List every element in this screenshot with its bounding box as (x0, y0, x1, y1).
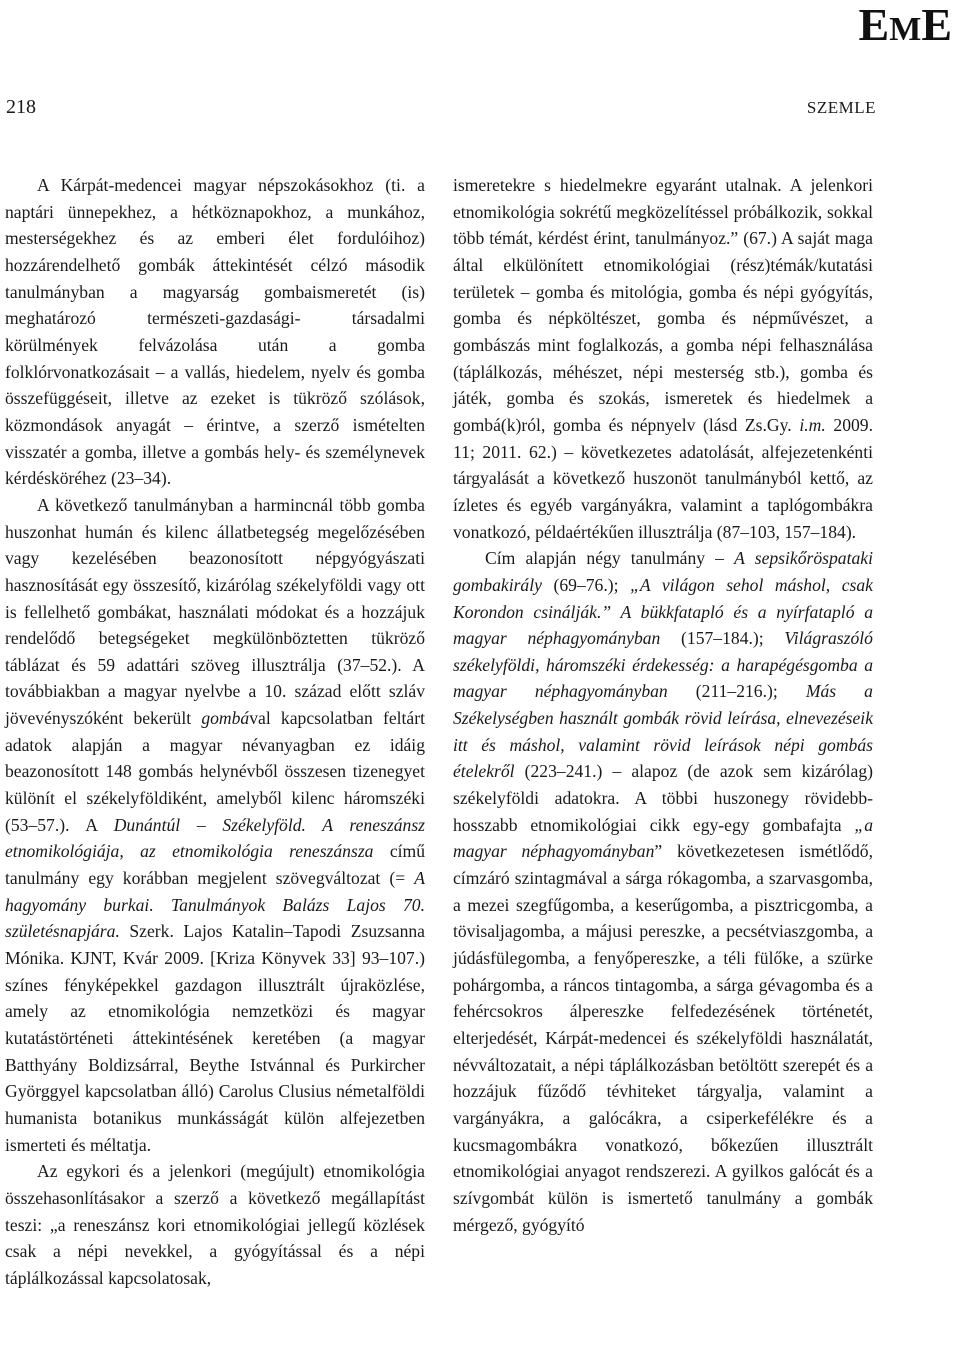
italic-text: i.m. (799, 414, 826, 435)
left-column (5, 172, 425, 1292)
italic-text: gombá (201, 708, 250, 729)
paragraph: A Kárpát-medencei magyar népszokásokhoz (ti. a naptári ünnepekhez, a hétköznapokhoz, a munkához, mesterségekhez és az emberi élet fordulóihoz) hozzárendelhető gombák áttekintését célzó második tanulmányban a magyarság gombaismeretét (is) meghatározó természeti-gazdasági- társadalmi körülmények felvázolása után a gomba folklórvonatkozásait – a vallás, hiedelem, nyelv és gomba összefüggéseit, illetve az ezeket is tükröző szólások, közmondások anyagát – érintve, a szerző ismételten visszatér a gomba, illetve a gombás hely- és személynevek kérdésköréhez (23–34). (5, 175, 425, 489)
section-title: SZEMLE (806, 98, 876, 117)
italic-text: „A világon sehol máshol, csak Korondon csinálják.” A bükkfatapló és a nyírfatapló a magyar néphagyományban (453, 574, 873, 649)
journal-logo: EME (858, 0, 952, 50)
italic-text: A sepsikőröspataki gombakirály (453, 548, 873, 595)
italic-text: A hagyomány burkai. Tanulmányok Balázs Lajos 70. születésnapjára. (5, 868, 425, 942)
right-column (453, 172, 873, 1238)
italic-text: „a magyar néphagyományban (453, 814, 873, 862)
paragraph: Az egykori és a jelenkori (megújult) etnomikológia összehasonlításakor a szerző a következő megállapítást teszi: „a reneszánsz kori etnomikológiai jellegű közlések csak a népi nevekkel, a gyógyítással és a népi táplálkozással kapcsolatosak, (5, 1161, 425, 1288)
page-number: 218 (6, 96, 36, 118)
italic-text: Más a Székelységben használt gombák rövid leírása, elnevezéseik itt és máshol, valamint rövid leírások népi gombás ételekről (453, 681, 873, 782)
italic-text: Dunántúl – Székelyföld. A reneszánsz etnomikológiája, az etnomikológia reneszánsza (5, 814, 426, 862)
italic-text: Világraszóló székelyföldi, háromszéki érdekesség: a harapégésgomba a magyar néphagyományban (453, 628, 873, 702)
paragraph: ismeretekre s hiedelmekre egyaránt utalnak. A jelenkori etnomikológia sokrétű megközelítéssel próbálkozik, sokkal több témát, kérdést érint, tanulmányoz.” (67.) A saját maga által elkülönített etnomikológiai (rész)témák/kutatási területek – gomba és mitológia, gomba és népi gyógyítás, gomba és népköltészet, gomba és népművészet, a gombászás mint foglalkozás, a gomba népi felhasználása (táplálkozás, méhészet, népi mesterség stb.), gomba és játék, gomba és szokás, ismeretek és hiedelmek a gombá(k)ról, gomba és népnyelv (lásd Zs.Gy. i.m. 2009. 11; 2011. 62.) – következetes adatolását, alfejezetenkénti tárgyalását a következő huszonöt tanulmányból kettő, az ízletes és egyéb vargányákra, valamint a taplógombákra vonatkozó, példaértékűen illusztrálja (87–103, 157–184). (453, 175, 874, 542)
paragraph: A következő tanulmányban a harmincnál több gomba huszonhat humán és kilenc állatbetegség megelőzésében vagy kezelésében beazonosított népgyógyászati hasznosítását egy összesítő, kizárólag székelyföldi vagy ott is fellelhető gombákat, használati módokat és a hozzájuk rendelődő betegségeket megkülönböztetten tükröző táblázat és 59 adattári szöveg illusztrálja (37–52.). A továbbiakban a magyar nyelvbe a 10. század előtt szláv jövevényszóként bekerült gombával kapcsolatban feltárt adatok alapján a magyar névanyagban ez idáig beazonosított 148 gombás helynévből összesen tizenegyet különít el székelyföldiként, amelyből kilenc háromszéki (53–57.). A Dunántúl – Székelyföld. A reneszánsz etnomikológiája, az etnomikológia reneszánsza című tanulmány egy korábban megjelent szövegváltozat (= A hagyomány burkai. Tanulmányok Balázs Lajos 70. születésnapjára. Szerk. Lajos Katalin–Tapodi Zsuzsanna Mónika. KJNT, Kvár 2009. [Kriza Könyvek 33] 93–107.) színes fényképekkel gazdagon illusztrált újraközlése, amely az etnomikológia nemzetközi és magyar kutatástörténeti áttekintésének keretében (a magyar Batthyány Boldizsárral, Beythe Istvánnal és Purkircher Györggyel kapcsolatban álló) Carolus Clusius németalföldi humanista botanikus munkásságát külön alfejezetben ismerteti és méltatja. (5, 494, 426, 1155)
paragraph: Cím alapján négy tanulmány – A sepsikőröspataki gombakirály (69–76.); „A világon sehol máshol, csak Korondon csinálják.” A bükkfatapló és a nyírfatapló a magyar néphagyományban (157–184.); Világraszóló székelyföldi, háromszéki érdekesség: a harapégésgomba a magyar néphagyományban (211–216.); Más a Székelységben használt gombák rövid leírása, elnevezéseik itt és máshol, valamint rövid leírások népi gombás ételekről (223–241.) – alapoz (de azok sem kizárólag) székelyföldi adatokra. A többi huszonegy rövidebb-hosszabb etnomikológiai cikk egy-egy gombafajta „a magyar néphagyományban” következetesen ismétlődő, címzáró szintagmával a sárga rókagomba, a szarvasgomba, a mezei szegfűgomba, a keserűgomba, a pisztricgomba, a tövisaljagomba, a májusi pereszke, a pecsétviaszgomba, a júdásfülegomba, a fenyőpereszke, a téli fülőke, a szürke pohárgomba, a ráncos tintagomba, a sárga gévagomba és a fehércsokros álpereszke felfedezésének történetét, elterjedését, Kárpát-medencei és székelyföldi használatát, névváltozatait, a népi táplálkozásban betöltött szerepét és a hozzájuk fűződő tévhiteket tárgyalja, valamint a vargányákra, a galócákra, a csiperkefélékre és a kucsmagombákra vonatkozó, bőkezűen illusztrált etnomikológiai anyagot rendszerezi. A gyilkos galócát és a szívgombát külön is ismertető tanulmány a gombák mérgező, gyógyító (453, 548, 873, 1235)
